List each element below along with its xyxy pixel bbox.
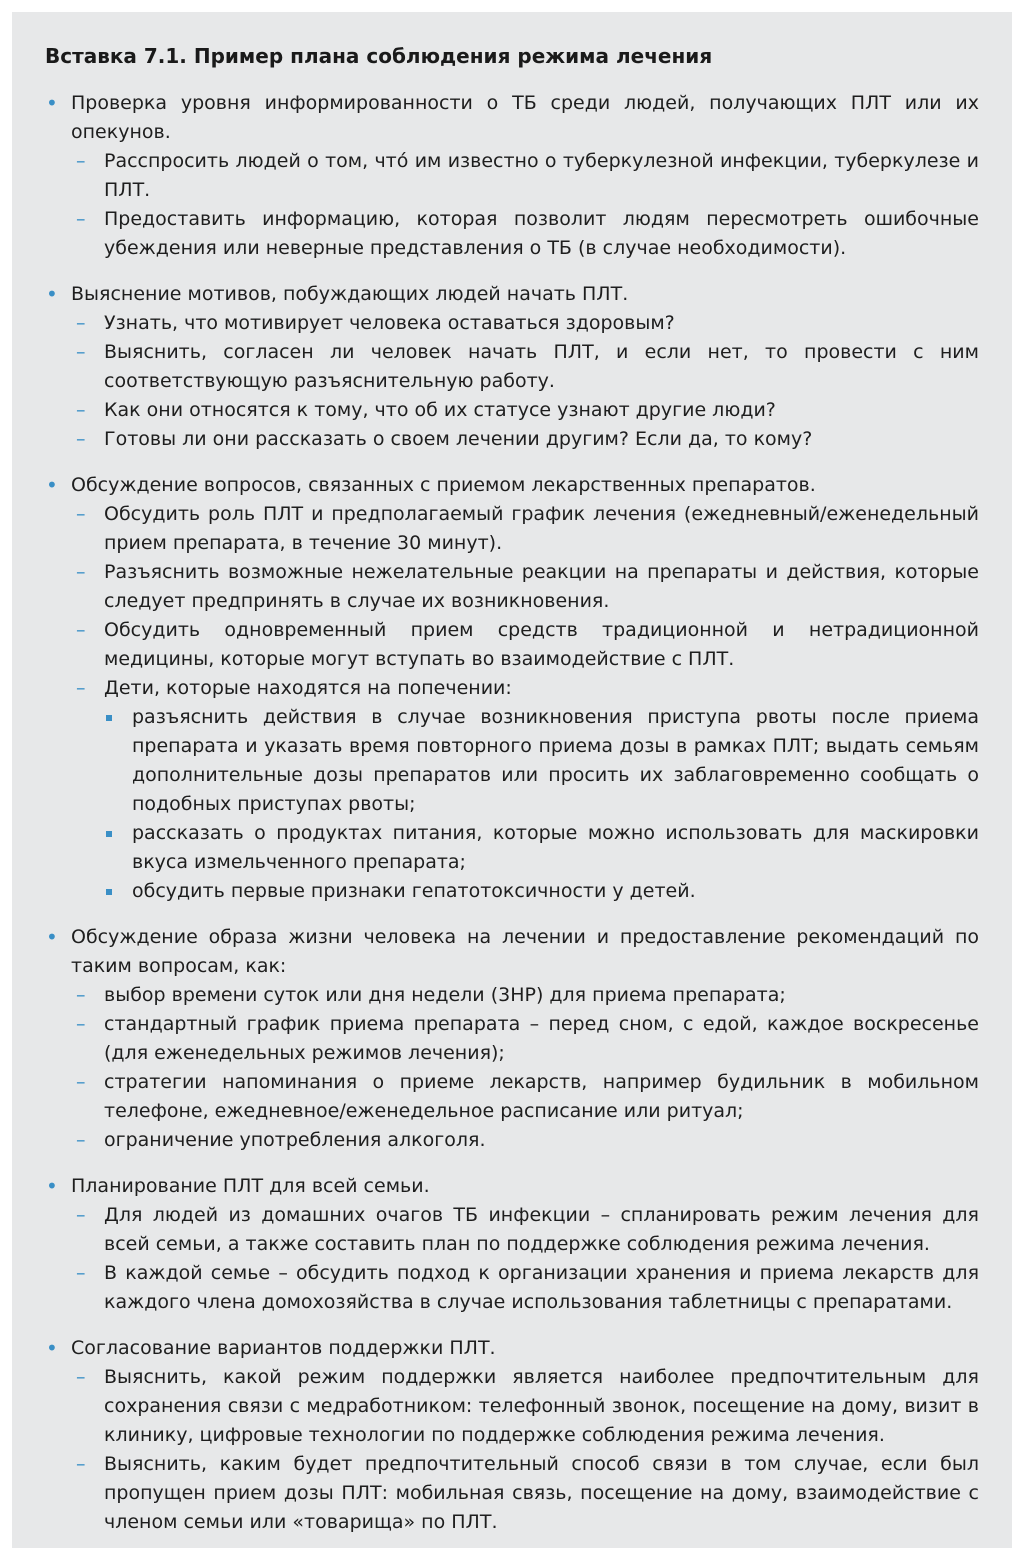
dash-marker-icon: – [76,1129,86,1151]
bullet-marker-icon: • [46,1336,58,1360]
bullet-text: Проверка уровня информированности о ТБ среди людей, получающих ПЛТ или их опекунов. [71,92,979,143]
bullet-item [45,1172,979,1201]
dash-item [45,338,979,396]
dash-item [45,1259,979,1317]
square-bullet-icon [106,831,112,837]
dash-item [45,558,979,616]
dash-text: Предоставить информацию, которая позволит людям пересмотреть ошибочные убеждения или неверные представления о ТБ (в случае необходимости). [104,208,979,259]
dash-text: Выяснить, согласен ли человек начать ПЛТ, и если нет, то провести с ним соответствующую разъяснительную работу. [104,341,979,392]
dash-text: Выяснить, какой режим поддержки является наиболее предпочтительным для сохранения связи с медработником: телефонный звонок, посещение на дому, визит в клинику, цифровые технологии по поддержке соблюдения режима лечения. [104,1366,979,1446]
dash-text: Выяснить, каким будет предпочтительный способ связи в том случае, если был пропущен прием дозы ПЛТ: мобильная связь, посещение на дому, взаимодействие с членом семьи или «товарища» по ПЛТ. [104,1453,979,1533]
dash-marker-icon: – [76,428,86,450]
bullet-marker-icon: • [46,925,58,949]
bullet-marker-icon: • [46,1174,58,1198]
bullet-marker-icon: • [46,282,58,306]
dash-item [45,396,979,425]
plan-section [45,923,979,1155]
dash-marker-icon: – [76,341,86,363]
dash-text: Расспросить людей о том, что́ им известно о туберкулезной инфекции, туберкулезе и ПЛТ. [104,150,979,201]
dash-item [45,674,979,703]
dash-item [45,1450,979,1537]
bullet-item [45,923,979,981]
square-text: рассказать о продуктах питания, которые можно использовать для маскировки вкуса измельченного препарата; [132,822,979,873]
bullet-marker-icon: • [46,473,58,497]
dash-text: стандартный график приема препарата – перед сном, с едой, каждое воскресенье (для еженедельных режимов лечения); [104,1013,979,1064]
dash-item [45,1126,979,1155]
dash-marker-icon: – [76,1262,86,1284]
bullet-item [45,89,979,147]
dash-marker-icon: – [76,677,86,699]
text-box [12,12,1012,1548]
dash-marker-icon: – [76,1453,86,1475]
dash-marker-icon: – [76,1204,86,1226]
dash-text: В каждой семье – обсудить подход к организации хранения и приема лекарств для каждого члена домохозяйства в случае использования таблетницы с препаратами. [104,1262,979,1313]
dash-text: ограничение употребления алкоголя. [104,1129,486,1151]
dash-marker-icon: – [76,1366,86,1388]
dash-marker-icon: – [76,312,86,334]
dash-text: Узнать, что мотивирует человека оставаться здоровым? [104,312,675,334]
dash-marker-icon: – [76,150,86,172]
dash-item [45,205,979,263]
square-text: обсудить первые признаки гепатотоксичности у детей. [132,880,696,902]
dash-item [45,500,979,558]
bullet-text: Выяснение мотивов, побуждающих людей начать ПЛТ. [71,283,629,305]
bullet-item [45,1334,979,1363]
square-bullet-icon [106,715,112,721]
bullet-text: Планирование ПЛТ для всей семьи. [71,1175,430,1197]
dash-marker-icon: – [76,503,86,525]
dash-item [45,1068,979,1126]
bullet-item [45,471,979,500]
dash-marker-icon: – [76,208,86,230]
square-item [45,877,979,906]
plan-section [45,89,979,263]
plan-section [45,1334,979,1537]
square-item [45,703,979,819]
bullet-item [45,280,979,309]
dash-item [45,981,979,1010]
dash-text: Разъяснить возможные нежелательные реакции на препараты и действия, которые следует предпринять в случае их возникновения. [104,561,979,612]
dash-text: Обсудить одновременный прием средств традиционной и нетрадиционной медицины, которые могут вступать во взаимодействие с ПЛТ. [104,619,979,670]
dash-text: Обсудить роль ПЛТ и предполагаемый график лечения (ежедневный/еженедельный прием препарата, в течение 30 минут). [104,503,979,554]
plan-list [45,89,979,1537]
bullet-text: Согласование вариантов поддержки ПЛТ. [71,1337,496,1359]
dash-marker-icon: – [76,1071,86,1093]
dash-marker-icon: – [76,561,86,583]
plan-section [45,1172,979,1317]
dash-marker-icon: – [76,984,86,1006]
plan-section [45,280,979,454]
dash-text: стратегии напоминания о приеме лекарств, например будильник в мобильном телефоне, ежедневное/еженедельное расписание или ритуал; [104,1071,979,1122]
dash-marker-icon: – [76,1013,86,1035]
bullet-marker-icon: • [46,91,58,115]
bullet-text: Обсуждение вопросов, связанных с приемом лекарственных препаратов. [71,474,816,496]
dash-text: Дети, которые находятся на попечении: [104,677,512,699]
dash-item [45,1201,979,1259]
dash-text: выбор времени суток или дня недели (3НР) для приема препарата; [104,984,786,1006]
dash-text: Для людей из домашних очагов ТБ инфекции – спланировать режим лечения для всей семьи, а также составить план по поддержке соблюдения режима лечения. [104,1204,979,1255]
dash-marker-icon: – [76,619,86,641]
square-item [45,819,979,877]
dash-item [45,425,979,454]
dash-item [45,616,979,674]
dash-text: Как они относятся к тому, что об их статусе узнают другие люди? [104,399,776,421]
dash-item [45,309,979,338]
dash-item [45,147,979,205]
dash-marker-icon: – [76,399,86,421]
plan-section [45,471,979,906]
square-bullet-icon [106,889,112,895]
dash-item [45,1363,979,1450]
square-text: разъяснить действия в случае возникновения приступа рвоты после приема препарата и указать время повторного приема дозы в рамках ПЛТ; выдать семьям дополнительные дозы препаратов или просить их заблаговременно сообщать о подобных приступах рвоты; [132,706,979,815]
dash-text: Готовы ли они рассказать о своем лечении другим? Если да, то кому? [104,428,813,450]
box-title: Вставка 7.1. Пример плана соблюдения режима лечения [45,44,713,68]
dash-item [45,1010,979,1068]
bullet-text: Обсуждение образа жизни человека на лечении и предоставление рекомендаций по таким вопросам, как: [71,926,979,977]
